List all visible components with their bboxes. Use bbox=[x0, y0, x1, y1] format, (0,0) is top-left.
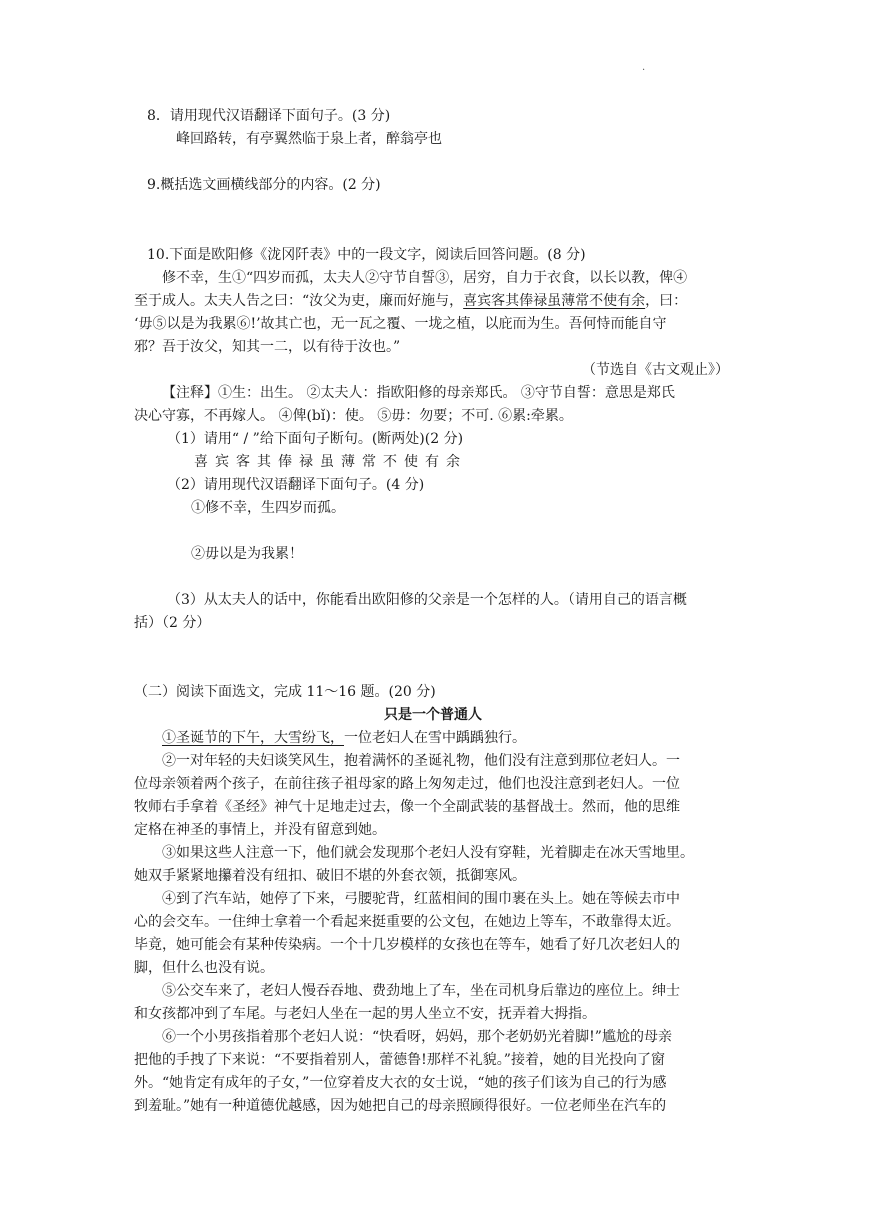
article-paragraph-line: 她双手紧紧地攥着没有纽扣、破旧不堪的外套衣领，抵御寒风。 bbox=[134, 868, 526, 884]
q10-passage-line: 修不幸，生①“四岁而孤，太夫人②守节自誓③，居穷，自力于衣食，以长以教，俾④ bbox=[162, 270, 688, 286]
article-paragraph-line: 牧师右手拿着《圣经》神气十足地走过去，像一个全副武装的基督战士。然而，他的思维 bbox=[134, 799, 680, 815]
q9-prompt: 9.概括选文画横线部分的内容。(2 分) bbox=[147, 177, 381, 193]
q10-notes-line: 决心守寡，不再嫁人。 ④俾(bǐ)：使。 ⑤毋：勿要；不可. ⑥累:牵累。 bbox=[134, 408, 573, 424]
q10-sub3-prompt: 括）（2 分） bbox=[134, 615, 211, 631]
article-paragraph-line: ⑥一个小男孩指着那个老妇人说：“快看呀，妈妈，那个老奶奶光着脚!”尴尬的母亲 bbox=[162, 1029, 672, 1045]
q10-underlined-sentence: 喜宾客其俸禄虽薄常不使有余 bbox=[463, 293, 646, 309]
q10-sub2-prompt: （2）请用现代汉语翻译下面句子。(4 分) bbox=[167, 477, 425, 493]
q8-sentence: 峰回路转，有亭翼然临于泉上者，醉翁亭也 bbox=[176, 131, 442, 147]
q10-passage-line bbox=[134, 291, 687, 311]
article-paragraph-line: ③如果这些人注意一下，他们就会发现那个老妇人没有穿鞋，光着脚走在冰天雪地里。 bbox=[162, 845, 694, 861]
article-paragraph-line bbox=[162, 728, 526, 748]
q10-sub2-item: ②毋以是为我累！ bbox=[191, 546, 303, 562]
article-paragraph-line: 位母亲领着两个孩子，在前往孩子祖母家的路上匆匆走过，他们也没注意到老妇人。一位 bbox=[134, 776, 680, 792]
underlined-phrase: ①圣诞节的下午，大雪纷飞， bbox=[162, 730, 344, 746]
q10-sub1-prompt: （1）请用“ / ”给下面句子断句。(断两处)(2 分) bbox=[167, 431, 464, 447]
article-paragraph-line: 毕竟，她可能会有某种传染病。一个十几岁模样的女孩也在等车，她看了好几次老妇人的 bbox=[134, 937, 680, 953]
article-paragraph-line: ④到了汽车站，她停了下来，弓腰驼背，红蓝相间的围巾裹在头上。她在等候去市中 bbox=[162, 891, 680, 907]
article-paragraph-line: 和女孩都冲到了车尾。与老妇人坐在一起的男人坐立不安，抚弄着大拇指。 bbox=[134, 1006, 596, 1022]
q10-sub1-sentence: 喜宾客其俸禄虽薄常不使有余 bbox=[194, 454, 467, 470]
corner-mark: . bbox=[642, 62, 646, 73]
q10-source: （节选自《古文观止》） bbox=[582, 362, 729, 378]
q8-prompt: 8．请用现代汉语翻译下面句子。(3 分) bbox=[147, 108, 391, 124]
article-title: 只是一个普通人 bbox=[384, 707, 482, 723]
q10-passage-line: ‘毋⑤以是为我累⑥!’故其亡也，无一瓦之覆、一垅之植，以庇而为生。吾何恃而能自守 bbox=[134, 316, 667, 332]
q10-sub2-item: ①修不幸，生四岁而孤。 bbox=[191, 500, 345, 516]
article-paragraph-line: 到羞耻。”她有一种道德优越感，因为她把自己的母亲照顾得很好。一位老师坐在汽车的 bbox=[134, 1098, 667, 1114]
article-paragraph-line: ⑤公交车来了，老妇人慢吞吞地、费劲地上了车，坐在司机身后靠边的座位上。绅士 bbox=[162, 983, 680, 999]
q10-passage-line: 邪？吾于汝父，知其一二，以有待于汝也。” bbox=[134, 339, 401, 355]
article-paragraph-line: 心的会交车。一住绅士拿着一个看起来挺重要的公文包，在她边上等车，不敢靠得太近。 bbox=[134, 914, 680, 930]
q10-passage-text: ，曰： bbox=[645, 293, 688, 309]
article-paragraph-line: 脚，但什么也没有说。 bbox=[134, 960, 274, 976]
section2-heading: （二）阅读下面选文，完成 11～16 题。(20 分) bbox=[134, 684, 436, 700]
article-paragraph-line: 外。“她肯定有成年的子女，”一位穿着皮大衣的女士说，“她的孩子们该为自己的行为感 bbox=[134, 1075, 667, 1091]
q10-sub3-prompt: （3）从太夫人的话中，你能看出欧阳修的父亲是一个怎样的人。（请用自己的语言概 bbox=[167, 592, 687, 608]
q10-notes-line: 【注释】①生：出生。 ②太夫人：指欧阳修的母亲郑氏。 ③守节自誓：意思是郑氏 bbox=[162, 385, 675, 401]
article-paragraph-line: 定格在神圣的事情上，并没有留意到她。 bbox=[134, 822, 386, 838]
article-paragraph-line: ②一对年轻的夫妇谈笑风生，抱着满怀的圣诞礼物，他们没有注意到那位老妇人。一 bbox=[162, 753, 680, 769]
article-paragraph-line: 把他的手拽了下来说：“不要指着别人，蕾德鲁!那样不礼貌。”接着，她的目光投向了窗 bbox=[134, 1052, 665, 1068]
q10-passage-text: 至于成人。太夫人告之曰：“汝父为吏，廉而好施与， bbox=[134, 293, 464, 309]
paragraph-text: 一位老妇人在雪中踽踽独行。 bbox=[344, 730, 526, 746]
q10-prompt: 10.下面是欧阳修《泷冈阡表》中的一段文字，阅读后回答问题。(8 分) bbox=[147, 247, 586, 263]
